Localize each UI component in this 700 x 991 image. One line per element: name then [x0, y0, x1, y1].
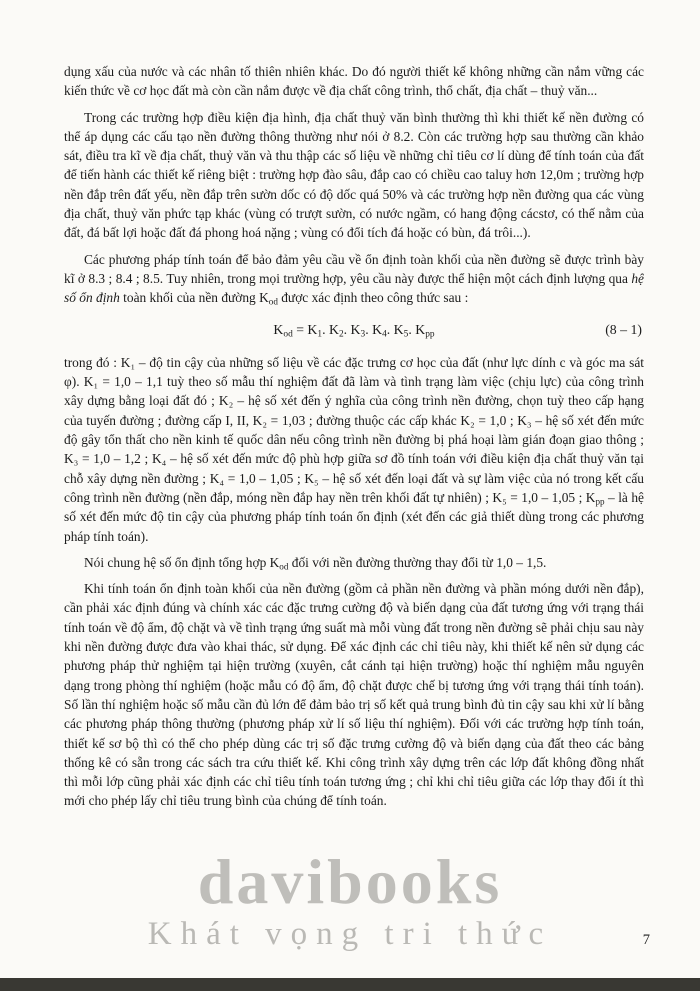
- subscript: od: [268, 296, 278, 307]
- page-number: 7: [642, 932, 650, 948]
- text-run: toàn khối của nền đường K: [119, 290, 269, 306]
- subscript: pp: [595, 496, 605, 507]
- text-run: . K: [408, 321, 426, 337]
- text-run: . K: [343, 321, 361, 337]
- watermark-slogan: Khát vọng tri thức: [147, 916, 553, 952]
- text-run: – là hệ số xét đến mức độ tin cậy của phương pháp tính toán ổn định (xét đến các giả thiết dùng trong các phương pháp tính toán).: [64, 489, 644, 544]
- watermark: [0, 846, 700, 952]
- text-run: K: [273, 321, 284, 337]
- text-run: Nói chung hệ số ổn định tổng hợp K: [84, 554, 280, 570]
- text-run: . K: [322, 321, 339, 337]
- paragraph-5: [64, 553, 644, 572]
- paragraph-3: [64, 250, 644, 308]
- text-run: được xác định theo công thức sau :: [277, 290, 469, 306]
- paragraph-6: Khi tính toán ổn định toàn khối của nền đường (gồm cả phần nền đường và phần móng dưới nền đắp), cần phải xác định đúng và chính xác các đặc trưng cường độ và biến dạng của đất tương ứng với trạng thái tính toán về độ ẩm, độ chặt và về tình trạng ứng suất mà mỗi vùng đất trong nền đường sẽ phải chịu sau này khi nền đường được đưa vào khai thác, sử dụng. Để xác định các chỉ tiêu này, khi thiết kế nên sử dụng các phương pháp thử nghiệm tại hiện trường (xuyên, cắt cánh tại hiện trường) hoặc thí nghiệm mẫu nguyên dạng trong phòng thí nghiệm (hoặc mẫu có độ ẩm, độ chặt được chế bị tương ứng với trạng thái tính toán). Số lần thí nghiệm hoặc số mẫu cần đủ lớn để đảm bảo trị số kết quả trung bình đủ tin cậy sau khi xử lí bằng các phương pháp thông thường (phương pháp xử lí số liệu thí nghiệm). Đối với các trường hợp tính toán, thiết kế sơ bộ thì có thể cho phép dùng các trị số đặc trưng cường độ và biến dạng của đất theo các bảng thống kê có sẵn trong các sách tra cứu thiết kế. Khi công trình xây dựng trên các lớp đất không đồng nhất thì mỗi lớp cũng phải xác định các chỉ tiêu tính toán tương ứng ; chỉ khi chỉ tiêu giữa các lớp thay đổi ít thì mới cho phép lấy chỉ tiêu trung bình của chúng để tính toán.: [64, 581, 644, 809]
- text-run: trong đó : K₁ – độ tin cậy của những số liệu về các đặc trưng cơ học của đất (như lực dính c và góc ma sát φ). K₁ = 1,0 – 1,1 tuỳ theo số mẫu thí nghiệm đất đã làm và tình trạng làm việc (chịu lực) của công trình xây dựng bằng loại đất đó ; K₂ – hệ số xét đến ý nghĩa của công trình nền đường, chọn tuỳ theo cấp hạng của tuyến đường ; đường cấp I, II, K₂ = 1,03 ; đường thuộc các cấp khác K₂ = 1,0 ; K₃ – hệ số xét đến mức độ gây tổn thất cho nền kinh tế quốc dân nếu công trình nền đường bị phá hoại làm gián đoạn giao thông ; K₃ = 1,0 – 1,2 ; K₄ – hệ số xét đến mức độ phù hợp giữa sơ đồ tính toán với điều kiện địa chất thuỷ văn tại chỗ xây dựng nền đường ; K₄ = 1,0 – 1,05 ; K₅ – hệ số xét đến loại đất và sự làm việc của nó trong kết cấu công trình nền đường (nền đắp, móng nền đắp hay nền trên khối đất tự nhiên) ; K₅ = 1,0 – 1,05 ; K: [64, 354, 644, 505]
- subscript: 4: [382, 328, 387, 339]
- subscript: od: [283, 328, 293, 339]
- subscript: 2: [338, 328, 344, 339]
- paragraph-1: dụng xấu của nước và các nhân tố thiên nhiên khác. Do đó người thiết kế không những cần nắm vững các kiến thức về cơ học đất mà còn cần nắm được về địa chất công trình, thổ chất, địa chất – thuỷ văn...: [64, 64, 644, 99]
- paragraph-2: Trong các trường hợp điều kiện địa hình, địa chất thuỷ văn bình thường thì khi thiết kế nền đường có thể áp dụng các cấu tạo nền đường thông thường như nói ở 8.2. Còn các trường hợp sau thường cần khảo sát, điều tra kĩ về địa chất, thuỷ văn và thu thập các số liệu về những chỉ tiêu cơ lí dùng để tính toán của đất để tiến hành các thiết kế riêng biệt : trường hợp đào sâu, đắp cao có chiều cao taluy hơn 12,0m ; trường hợp nền đắp trên đất yếu, nền đắp trên sườn dốc có độ dốc quá 50% và các trường hợp nền đường qua các vùng địa chất, thuỷ văn phức tạp khác (vùng có trượt sườn, có nước ngầm, có hang động cácstơ, có thế nằm của đất, đá bất lợi hoặc đất đá phong hoá nặng ; vùng có đổi tích đá hoặc có bùn, đá trôi...).: [64, 109, 644, 241]
- italic-phrase: hệ số ổn định: [64, 270, 644, 306]
- paragraph-4: [64, 353, 644, 546]
- subscript: 5: [403, 328, 409, 339]
- equation-number: (8 – 1): [605, 321, 642, 337]
- watermark-brand: davibooks: [197, 846, 503, 917]
- page-text-block: [64, 62, 644, 818]
- subscript: 1: [317, 328, 323, 339]
- equation-body: [273, 322, 434, 337]
- subscript: 3: [360, 328, 366, 339]
- subscript: od: [279, 561, 289, 572]
- text-run: đối với nền đường thường thay đổi từ 1,0 – 1,5.: [288, 554, 547, 570]
- text-run: = K: [292, 321, 318, 337]
- scan-edge-bar: [0, 978, 700, 991]
- text-run: . K: [365, 321, 383, 337]
- equation-8-1: [64, 320, 644, 339]
- subscript: pp: [425, 328, 435, 339]
- text-run: Các phương pháp tính toán để bảo đảm yêu cầu về ổn định toàn khối của nền đường sẽ được trình bày kĩ ở 8.3 ; 8.4 ; 8.5. Tuy nhiên, trong mọi trường hợp, yêu cầu này được thể hiện một cách định lượng qua: [64, 251, 644, 286]
- text-run: . K: [386, 321, 404, 337]
